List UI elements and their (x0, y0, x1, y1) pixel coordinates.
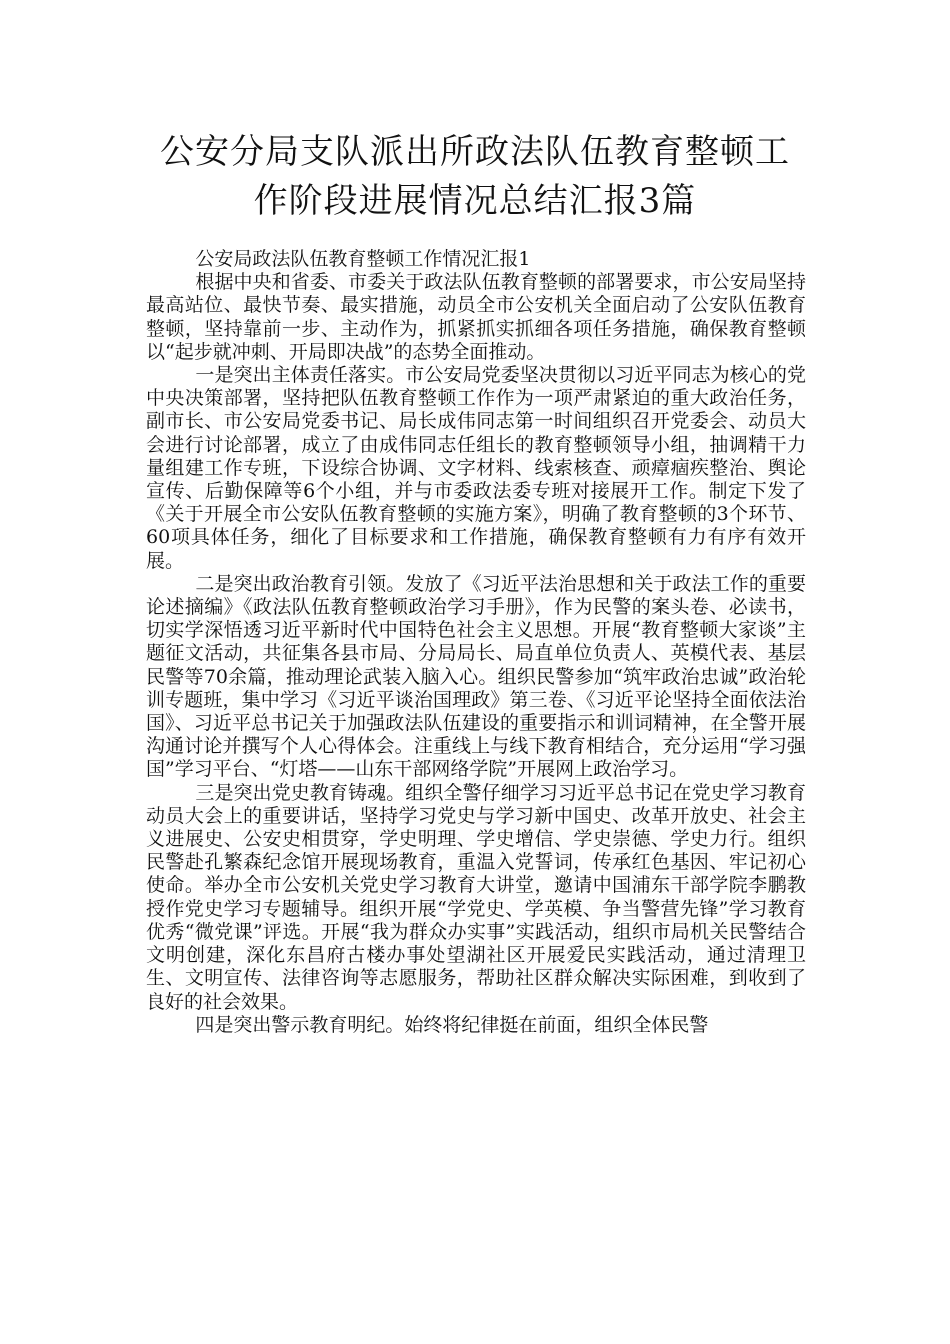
document-title (120, 128, 830, 226)
paragraph-point-1: 一是突出主体责任落实。市公安局党委坚决贯彻以习近平同志为核心的党中央决策部署，坚持把队伍教育整顿工作作为一项严肃紧迫的重大政治任务，副市长、市公安局党委书记、局长成伟同志第一时间组织召开党委会、动员大会进行讨论部署，成立了由成伟同志任组长的教育整顿领导小组，抽调精干力量组建工作专班，下设综合协调、文字材料、线索核查、顽瘴痼疾整治、舆论宣传、后勤保障等6个小组，并与市委政法委专班对接展开工作。制定下发了《关于开展全市公安队伍教育整顿的实施方案》，明确了教育整顿的3个环节、60项具体任务，细化了目标要求和工作措施，确保教育整顿有力有序有效开展。 (146, 364, 806, 572)
title-line-2: 作阶段进展情况总结汇报3篇 (253, 181, 697, 221)
paragraph-intro: 根据中央和省委、市委关于政法队伍教育整顿的部署要求，市公安局坚持最高站位、最快节奏、最实措施，动员全市公安机关全面启动了公安队伍教育整顿，坚持靠前一步、主动作为，抓紧抓实抓细各项任务措施，确保教育整顿以“起步就冲刺、开局即决战”的态势全面推动。 (146, 271, 806, 363)
paragraph-point-4: 四是突出警示教育明纪。始终将纪律挺在前面，组织全体民警 (195, 1013, 709, 1036)
document-body (146, 248, 806, 1037)
paragraph-point-2: 二是突出政治教育引领。发放了《习近平法治思想和关于政法工作的重要论述摘编》《政法队伍教育整顿政治学习手册》，作为民警的案头卷、必读书，切实学深悟透习近平新时代中国特色社会主义思想。开展“教育整顿大家谈”主题征文活动，共征集各县市局、分局局长、局直单位负责人、英模代表、基层民警等70余篇，推动理论武装入脑入心。组织民警参加“筑牢政治忠诚”政治轮训专题班，集中学习《习近平谈治国理政》第三卷、《习近平论坚持全面依法治国》、习近平总书记关于加强政法队伍建设的重要指示和训词精神，在全警开展沟通讨论并撰写个人心得体会。注重线上与线下教育相结合，充分运用“学习强国”学习平台、“灯塔——山东干部网络学院”开展网上政治学习。 (146, 572, 806, 781)
paragraph-point-3: 三是突出党史教育铸魂。组织全警仔细学习习近平总书记在党史学习教育动员大会上的重要讲话，坚持学习党史与学习新中国史、改革开放史、社会主义进展史、公安史相贯穿，学史明理、学史增信、学史崇德、学史力行。组织民警赴孔繁森纪念馆开展现场教育，重温入党誓词，传承红色基因、牢记初心使命。举办全市公安机关党史学习教育大讲堂，邀请中国浦东干部学院李鹏教授作党史学习专题辅导。组织开展“学党史、学英模、争当警营先锋”学习教育优秀“微党课”评选。开展“我为群众办实事”实践活动，组织市局机关民警结合文明创建，深化东昌府古楼办事处望湖社区开展爱民实践活动，通过清理卫生、文明宣传、法律咨询等志愿服务，帮助社区群众解决实际困难，到收到了良好的社会效果。 (146, 781, 806, 1013)
section-heading: 公安局政法队伍教育整顿工作情况汇报1 (195, 248, 531, 270)
title-line-1: 公安分局支队派出所政法队伍教育整顿工 (160, 132, 790, 172)
